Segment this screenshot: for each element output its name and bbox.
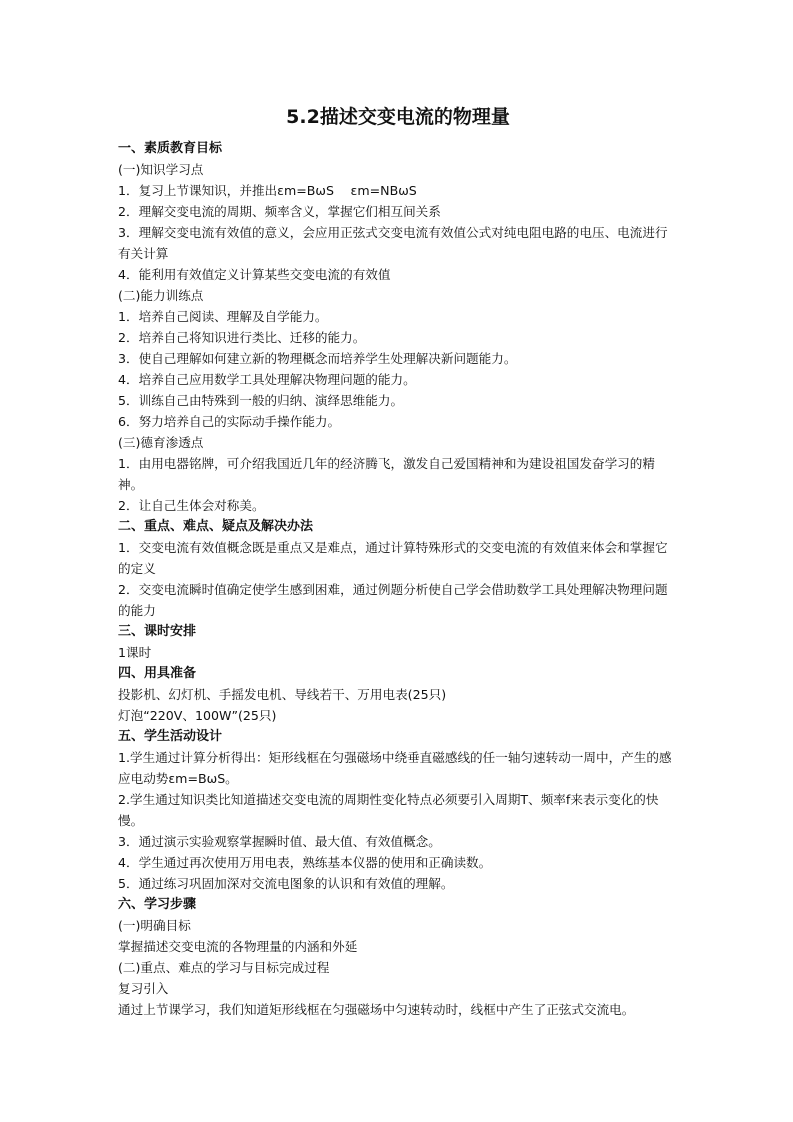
text-line: 2．理解交变电流的周期、频率含义，掌握它们相互间关系 xyxy=(118,204,441,219)
text-line: 3．通过演示实验观察掌握瞬时值、最大值、有效值概念。 xyxy=(118,834,441,849)
section-heading: 二、重点、难点、疑点及解决办法 xyxy=(118,519,314,534)
text-line: 4．学生通过再次使用万用电表，熟练基本仪器的使用和正确读数。 xyxy=(118,855,492,870)
text-line: (一)明确目标 xyxy=(118,918,191,933)
document-lines xyxy=(118,138,678,1020)
text-line: 5．训练自己由特殊到一般的归纳、演绎思维能力。 xyxy=(118,393,404,408)
text-line: (二)重点、难点的学习与目标完成过程 xyxy=(118,960,330,975)
section-heading: 三、课时安排 xyxy=(118,624,197,639)
text-line: 掌握描述交变电流的各物理量的内涵和外延 xyxy=(118,939,358,954)
text-line: 灯泡“220V、100W”(25只) xyxy=(118,708,277,723)
text-line: 通过上节课学习，我们知道矩形线框在匀强磁场中匀速转动时，线框中产生了正弦式交流电。 xyxy=(118,1002,635,1017)
text-line: 4．能利用有效值定义计算某些交变电流的有效值 xyxy=(118,267,391,282)
text-line: 1．由用电器铭牌，可介绍我国近几年的经济腾飞，激发自己爱国精神和为建设祖国发奋学习的精神。 xyxy=(118,456,655,492)
text-line: (二)能力训练点 xyxy=(118,288,204,303)
text-line: 3．理解交变电流有效值的意义，会应用正弦式交变电流有效值公式对纯电阻电路的电压、电流进行有关计算 xyxy=(118,225,668,261)
text-line: 1．交变电流有效值概念既是重点又是难点，通过计算特殊形式的交变电流的有效值来体会和掌握它的定义 xyxy=(118,540,668,576)
text-line: 投影机、幻灯机、手摇发电机、导线若干、万用电表(25只) xyxy=(118,687,447,702)
text-line: 1课时 xyxy=(118,645,152,660)
text-line: 1．复习上节课知识，并推出εm=BωS εm=NBωS xyxy=(118,183,417,198)
text-line: 1．培养自己阅读、理解及自学能力。 xyxy=(118,309,328,324)
text-line: 2．让自己生体会对称美。 xyxy=(118,498,265,513)
text-line: 2．交变电流瞬时值确定使学生感到困难，通过例题分析使自己学会借助数学工具处理解决物理问题的能力 xyxy=(118,582,668,618)
text-line: 5．通过练习巩固加深对交流电图象的认识和有效值的理解。 xyxy=(118,876,454,891)
text-line: 1.学生通过计算分析得出：矩形线框在匀强磁场中绕垂直磁感线的任一轴匀速转动一周中，产生的感应电动势εm=BωS。 xyxy=(118,750,672,786)
document-title: 5.2描述交变电流的物理量 xyxy=(286,106,510,128)
text-line: 4．培养自己应用数学工具处理解决物理问题的能力。 xyxy=(118,372,416,387)
document-body xyxy=(118,104,678,1020)
text-line: 2．培养自己将知识进行类比、迁移的能力。 xyxy=(118,330,366,345)
text-line: 复习引入 xyxy=(118,981,169,996)
section-heading: 四、用具准备 xyxy=(118,666,197,681)
text-line: 6．努力培养自己的实际动手操作能力。 xyxy=(118,414,341,429)
section-heading: 五、学生活动设计 xyxy=(118,729,223,744)
section-heading: 一、素质教育目标 xyxy=(118,141,223,156)
text-line: (一)知识学习点 xyxy=(118,162,204,177)
text-line: (三)德育渗透点 xyxy=(118,435,204,450)
text-line: 2.学生通过知识类比知道描述交变电流的周期性变化特点必须要引入周期T、频率f来表示变化的快慢。 xyxy=(118,792,659,828)
text-line: 3．使自己理解如何建立新的物理概念而培养学生处理解决新问题能力。 xyxy=(118,351,517,366)
section-heading: 六、学习步骤 xyxy=(118,897,197,912)
